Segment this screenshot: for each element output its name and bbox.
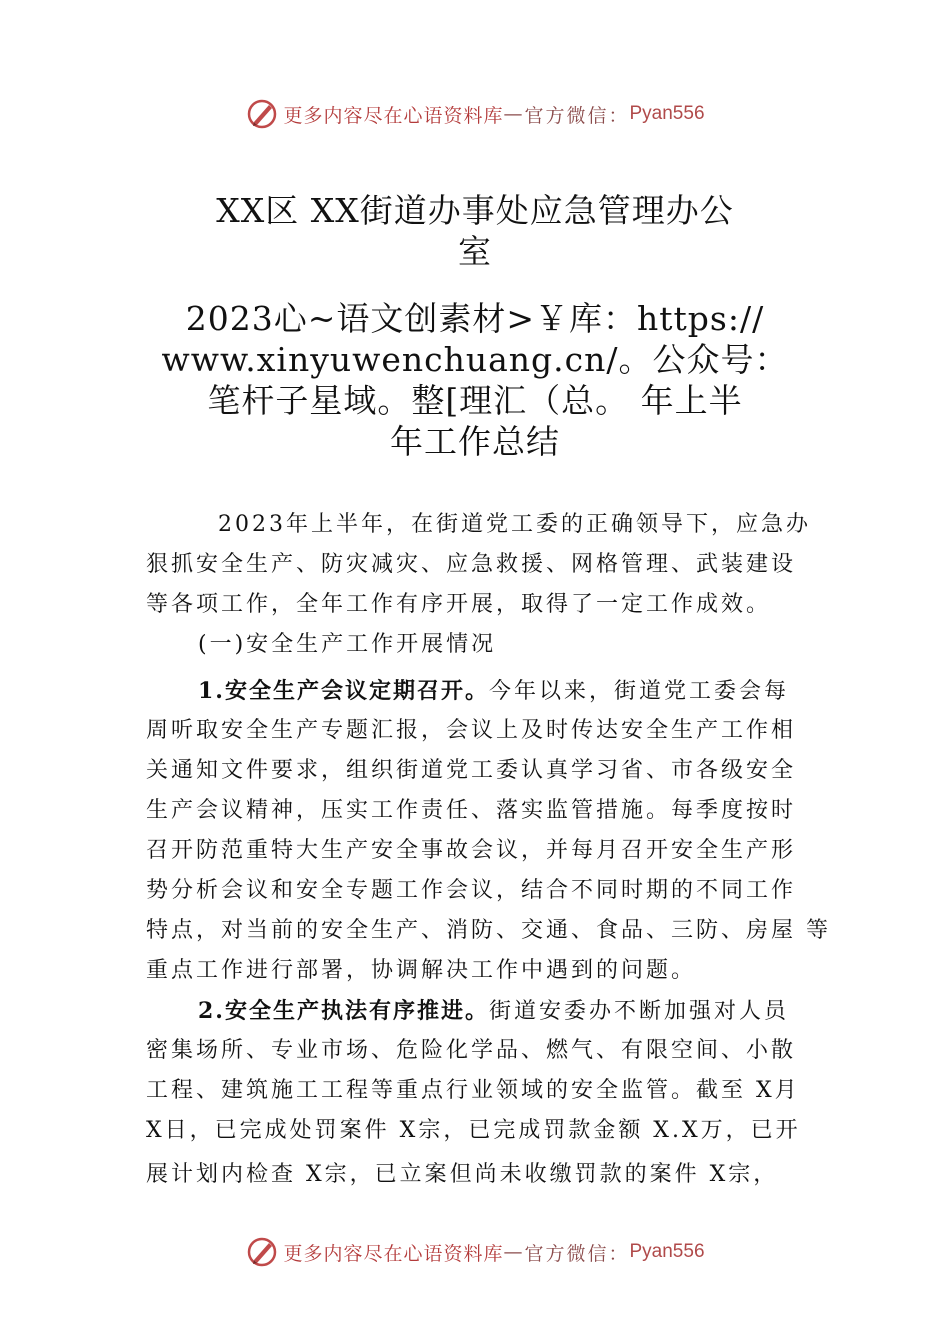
text-line: 等各项工作，全年工作有序开展，取得了一定工作成效。 [146, 592, 772, 617]
item-2-text: 街道安委办不断加强对人员 [488, 999, 789, 1024]
banner-gray-text: 官方微信： [524, 1242, 630, 1265]
document-body [146, 505, 831, 1195]
text-line: 生产会议精神，压实工作责任、落实监管措施。每季度按时 [146, 798, 797, 823]
banner-dash: — [503, 103, 525, 125]
text-line: 密集场所、专业市场、危险化学品、燃气、有限空间、小散 [146, 1038, 797, 1063]
pen-logo-icon [245, 97, 279, 131]
text-line: 重点工作进行部署，协调解决工作中遇到的问题。 [146, 958, 697, 983]
text-line: 召开防范重特大生产安全事故会议，并每月召开安全生产形 [146, 838, 797, 863]
text-line: 工程、建筑施工工程等重点行业领域的安全监管。截至 X月 [146, 1078, 800, 1103]
item-1-paragraph [146, 671, 831, 991]
footer-banner [0, 1232, 950, 1272]
item-1-heading: 1.安全生产会议定期召开。 [198, 678, 489, 704]
title-line: XX区 XX街道办事处应急管理办公 [216, 191, 734, 230]
text-line [146, 991, 814, 1031]
banner-red-text: 更多内容尽在心语资料库 [283, 1242, 504, 1265]
intro-paragraph [146, 505, 814, 625]
text-line: 狠抓安全生产、防灾减灾、应急救援、网格管理、武装建设 [146, 552, 797, 577]
banner-wechat-id: Pyan556 [629, 103, 705, 124]
text-line: 周听取安全生产专题汇报，会议上及时传达安全生产工作相 [146, 718, 797, 743]
text-line: 特点，对当前的安全生产、消防、交通、食品、三防、房屋 等 [146, 918, 831, 943]
section-heading: (一)安全生产工作开展情况 [198, 632, 497, 657]
item-2-heading: 2.安全生产执法有序推进。 [198, 998, 489, 1024]
title-line: 室 [458, 232, 492, 271]
item-2-paragraph [146, 991, 814, 1195]
item-1-text: 今年以来，街道党工委会每 [488, 679, 789, 704]
text-line: 2023年上半年，在街道党工委的正确领导下，应急办 [218, 512, 811, 537]
banner-gray-text: 官方微信： [524, 104, 630, 127]
text-line [146, 671, 814, 711]
subtitle-line: 笔杆子星域。整[理汇（总。 年上半 [207, 381, 743, 420]
text-line: 展计划内检查 X宗，已立案但尚未收缴罚款的案件 X宗， [146, 1162, 779, 1187]
text-line: 关通知文件要求，组织街道党工委认真学习省、市各级安全 [146, 758, 797, 783]
subtitle-line: 2023心~语文创素材>￥库：https:// [185, 299, 765, 338]
subtitle-line: 年工作总结 [390, 422, 560, 461]
document-subtitle [150, 298, 800, 462]
banner-dash: — [503, 1241, 525, 1263]
banner-red-text: 更多内容尽在心语资料库 [283, 104, 504, 127]
text-line: X日，已完成处罚案件 X宗，已完成罚款金额 X.X万，已开 [146, 1118, 801, 1143]
header-banner [0, 94, 950, 134]
text-line: 势分析会议和安全专题工作会议，结合不同时期的不同工作 [146, 878, 797, 903]
subtitle-line: www.xinyuwenchuang.cn/。公众号： [161, 340, 789, 379]
banner-wechat-id: Pyan556 [629, 1241, 705, 1262]
pen-logo-icon [245, 1235, 279, 1269]
document-title [150, 190, 800, 272]
